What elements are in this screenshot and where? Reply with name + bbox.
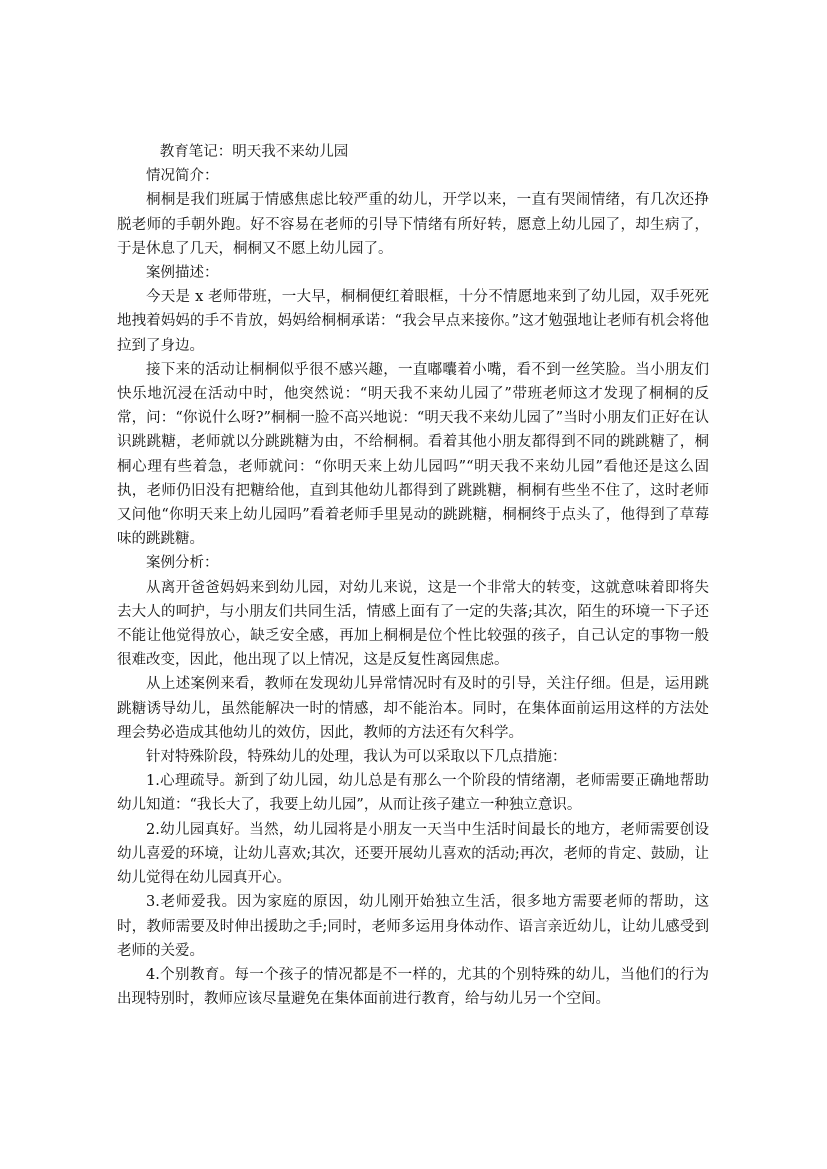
measure-item-3: 3.老师爱我。因为家庭的原因，幼儿刚开始独立生活，很多地方需要老师的帮助，这时，教师需要及时伸出援助之手;同时，老师多运用身体动作、语言亲近幼儿，让幼儿感受到老师的关爱。 <box>117 894 709 959</box>
heading-case-analysis: 案例分析： <box>146 555 219 572</box>
paragraph-case-description-1: 今天是 x 老师带班，一大早，桐桐便红着眼框，十分不情愿地来到了幼儿园，双手死死地拽着妈妈的手不肯放，妈妈给桐桐承诺：“我会早点来接你。”这才勉强地让老师有机会将他拉到了身边。 <box>117 289 709 354</box>
paragraph-analysis-1: 从离开爸爸妈妈来到幼儿园，对幼儿来说，这是一个非常大的转变，这就意味着即将失去大人的呵护，与小朋友们共同生活，情感上面有了一定的失落;其次，陌生的环境一下子还不能让他觉得放心，缺乏安全感，再加上桐桐是位个性比较强的孩子，自己认定的事物一般很难改变，因此，他出现了以上情况，这是反复性离园焦虑。 <box>117 579 709 669</box>
document-body <box>117 140 709 1011</box>
paragraph-case-description-2: 接下来的活动让桐桐似乎很不感兴趣，一直嘟囔着小嘴，看不到一丝笑脸。当小朋友们快乐地沉浸在活动中时，他突然说：“明天我不来幼儿园了”带班老师这才发现了桐桐的反常，问：“你说什么呀?”桐桐一脸不高兴地说：“明天我不来幼儿园了”当时小朋友们正好在认识跳跳糖，老师就以分跳跳糖为由，不给桐桐。看着其他小朋友都得到不同的跳跳糖了，桐桐心理有些着急，老师就问：“你明天来上幼儿园吗”“明天我不来幼儿园”看他还是这么固执，老师仍旧没有把糖给他，直到其他幼儿都得到了跳跳糖，桐桐有些坐不住了，这时老师又问他“你明天来上幼儿园吗”看着老师手里晃动的跳跳糖，桐桐终于点头了，他得到了草莓味的跳跳糖。 <box>117 361 709 548</box>
document-title: 教育笔记：明天我不来幼儿园 <box>159 144 349 160</box>
measure-item-1: 1.心理疏导。新到了幼儿园，幼儿总是有那么一个阶段的情绪潮，老师需要正确地帮助幼儿知道：“我长大了，我要上幼儿园”，从而让孩子建立一种独立意识。 <box>117 773 709 814</box>
measure-item-4: 4.个别教育。每一个孩子的情况都是不一样的，尤其的个别特殊的幼儿，当他们的行为出现特别时，教师应该尽量避免在集体面前进行教育，给与幼儿另一个空间。 <box>117 966 709 1008</box>
measure-item-2: 2.幼儿园真好。当然，幼儿园将是小朋友一天当中生活时间最长的地方，老师需要创设幼儿喜爱的环境，让幼儿喜欢;其次，还要开展幼儿喜欢的活动;再次，老师的肯定、鼓励，让幼儿觉得在幼儿园真开心。 <box>117 821 709 887</box>
heading-case-description: 案例描述： <box>146 265 219 282</box>
paragraph-measures-intro: 针对特殊阶段，特殊幼儿的处理，我认为可以采取以下几点措施： <box>146 749 567 766</box>
paragraph-situation: 桐桐是我们班属于情感焦虑比较严重的幼儿，开学以来，一直有哭闹情绪，有几次还挣脱老师的手朝外跑。好不容易在老师的引导下情绪有所好转，愿意上幼儿园了，却生病了，于是休息了几天，桐桐又不愿上幼儿园了。 <box>117 192 709 257</box>
heading-situation: 情况简介： <box>146 168 219 185</box>
paragraph-analysis-2: 从上述案例来看，教师在发现幼儿异常情况时有及时的引导，关注仔细。但是，运用跳跳糖诱导幼儿，虽然能解决一时的情感，却不能治本。同时，在集体面前运用这样的方法处理会势必造成其他幼儿的效仿，因此，教师的方法还有欠科学。 <box>117 676 709 741</box>
